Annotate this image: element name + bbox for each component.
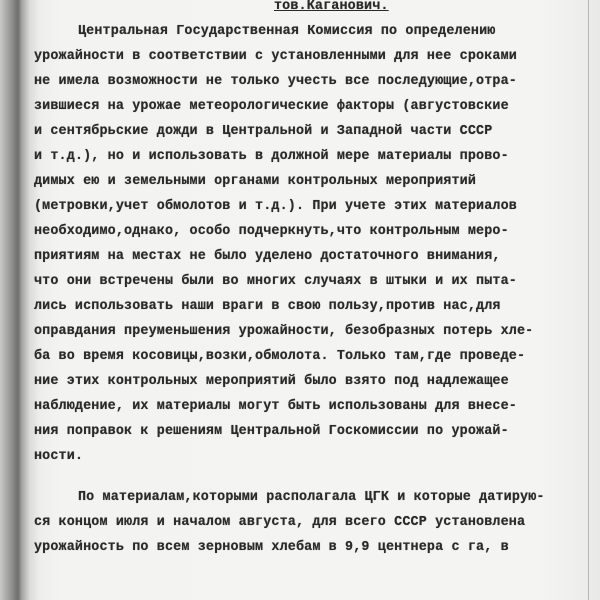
text-line: лись использовать наши враги в свою пользу,против нас,для	[34, 299, 501, 314]
text-line: димых ею и земельными органами контрольных мероприятий	[34, 174, 477, 189]
text-line: урожайность по всем зерновым хлебам в 9,9 центнера с га, в	[34, 540, 509, 555]
text-line: и т.д.), но и использовать в должной мере материалы прово-	[34, 149, 509, 164]
paragraph-2	[34, 485, 554, 560]
text-line: (метровки,учет обмолотов и т.д.). При учете этих материалов	[34, 199, 517, 214]
text-line: необходимо,однако, особо подчеркнуть,что контрольным меро-	[34, 224, 509, 239]
text-line: урожайности в соответствии с установленными для нее сроками	[34, 49, 517, 64]
text-line: оправдания преуменьшения урожайности, безобразных потерь хле-	[34, 324, 534, 339]
paragraph-1	[34, 19, 554, 469]
text-line: и сентябрьские дожди в Центральной и Западной части СССР	[34, 124, 493, 139]
document-heading: тов.Каганович.	[274, 0, 389, 14]
text-line: ние этих контрольных мероприятий было взято под надлежащее	[34, 374, 509, 389]
text-line: ности.	[34, 449, 84, 464]
text-line: не имела возможности не только учесть все последующие,отра-	[34, 74, 517, 89]
text-line: наблюдение, их материалы могут быть использованы для внесе-	[34, 399, 517, 414]
text-line: зившиеся на урожае метеорологические факторы (августовские	[34, 99, 509, 114]
typewritten-text	[34, 0, 554, 560]
text-line: Центральная Государственная Комиссия по определению	[78, 24, 496, 39]
text-line: что они встречены были во многих случаях в штыки и их пыта-	[34, 274, 517, 289]
text-line: ба во время косовицы,возки,обмолота. Только там,где проведе-	[34, 349, 526, 364]
page-edge-line	[588, 0, 589, 600]
text-line: ния поправок к решениям Центральной Госкомиссии по урожай-	[34, 424, 509, 439]
text-line: ся концом июля и началом августа, для всего СССР установлена	[34, 515, 526, 530]
text-line: приятиям на местах не было уделено достаточного внимания,	[34, 249, 501, 264]
text-line: По материалам,которыми располагала ЦГК и которые датирую-	[78, 490, 545, 505]
paragraph-spacer	[34, 469, 554, 485]
